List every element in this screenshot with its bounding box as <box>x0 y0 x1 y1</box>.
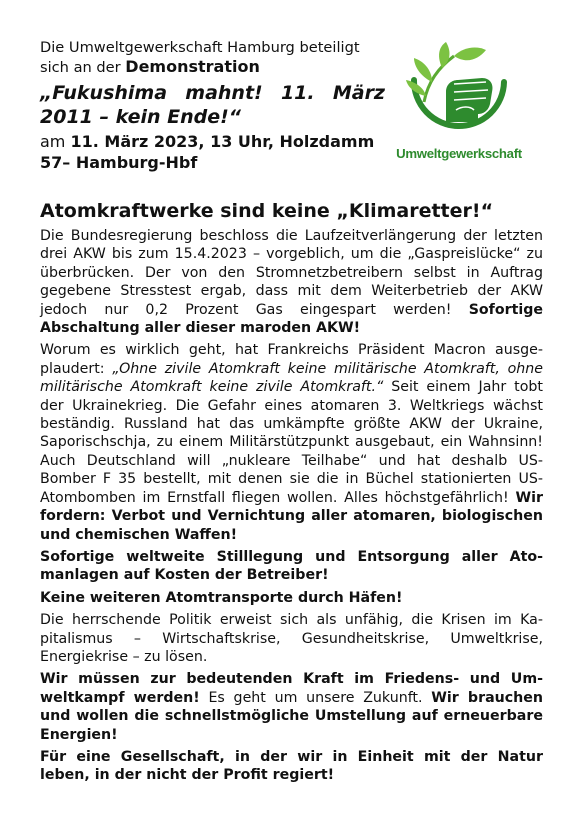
p6-text: Es geht um unsere Zukunft. <box>199 689 432 706</box>
intro-text <box>40 38 385 77</box>
fist-leaves-icon <box>386 40 532 146</box>
closing-statement: Für eine Gesellschaft, in der wir in Einheit mit der Natur leben, in der nicht der Profit regiert! <box>40 748 543 784</box>
article-body <box>40 198 543 789</box>
p6-bold-a: Wir müssen zur bedeutenden Kraft im Friedens- und Umweltkampf werden! <box>40 671 543 706</box>
p2-text-b: Seit einem Jahr tobt der Ukrainekrieg. Die Gefahr eines atomaren 3. Weltkriegs wächst beständig. Russland hat das umkämpfte größte AKW der Ukraine, Saporischschja, zu einem Militärstützpunkt ausgebaut, ein Wahnsinn! Auch Deutschland will „nukleare Teilhabe“ und hat deshalb US-Bomber F 35 bestellt, mit denen sie die in Büchel stationierten US-Atombomben im Ernstfall fliegen wollen. Alles höchstgefährlich! <box>40 379 543 506</box>
article-headline: Atomkraftwerke sind keine „Klimaretter!“ <box>40 200 494 222</box>
paragraph-stresstest <box>40 227 543 337</box>
intro-line-2-prefix: sich an der <box>40 59 126 76</box>
event-header <box>40 38 385 173</box>
paragraph-macron <box>40 341 543 543</box>
p1-demand: Sofortige Abschaltung aller dieser maroden AKW! <box>40 301 543 337</box>
demand-stilllegung: Sofortige weltweite Stilllegung und Entsorgung aller Atomanlagen auf Kosten der Betreiber! <box>40 548 543 584</box>
event-slogan: „Fukushima mahnt! 11. März 2011 – kein Ende!“ <box>40 82 385 128</box>
p2-quote: „Ohne zivile Atomkraft keine militärische Atomkraft, ohne militärische Atomkraft keine zivile Atomkraft.“ <box>40 360 543 396</box>
p1-text: Die Bundesregierung beschloss die Laufzeitverlängerung der letzten drei AKW bis zum 15.4.2023 – vorgeblich, um die „Gaspreislücke“ zu überbrücken. Der von den Stromnetzbetreibern selbst in Auftrag gegebene Stresstest ergab, dass mit dem Weiterbetrieb der AKW jedoch nur 0,2 Prozent Gas eingespart werden! <box>40 228 543 318</box>
intro-line-2-bold: Demonstration <box>125 57 260 76</box>
p2-demand: Wir fordern: Verbot und Vernichtung aller atomaren, biologischen und chemischen Waffen! <box>40 489 543 543</box>
p2-text-a: Worum es wirklich geht, hat Frankreichs Präsident Macron ausgeplaudert: <box>40 342 543 377</box>
paragraph-kraft <box>40 670 543 744</box>
logo-wordmark: Umweltgewerkschaft <box>396 146 522 161</box>
paragraph-krisen: Die herrschende Politik erweist sich als unfähig, die Krisen im Kapitalismus – Wirtschaftskrise, Gesundheitskrise, Umweltkrise, Energiekrise – zu lösen. <box>40 612 543 665</box>
when-details: 11. März 2023, 13 Uhr, Holzdamm 57– Hamburg-Hbf <box>40 132 375 172</box>
when-prefix: am <box>40 132 71 151</box>
demand-atomtransporte: Keine weiteren Atomtransporte durch Häfen! <box>40 589 403 606</box>
p6-bold-b: Wir brauchen und wollen die schnellstmögliche Umstellung auf erneuerbare Energien! <box>40 689 543 743</box>
event-date-location <box>40 131 385 173</box>
umweltgewerkschaft-logo <box>386 40 532 170</box>
intro-line-1: Die Umweltgewerkschaft Hamburg beteiligt <box>40 39 360 56</box>
